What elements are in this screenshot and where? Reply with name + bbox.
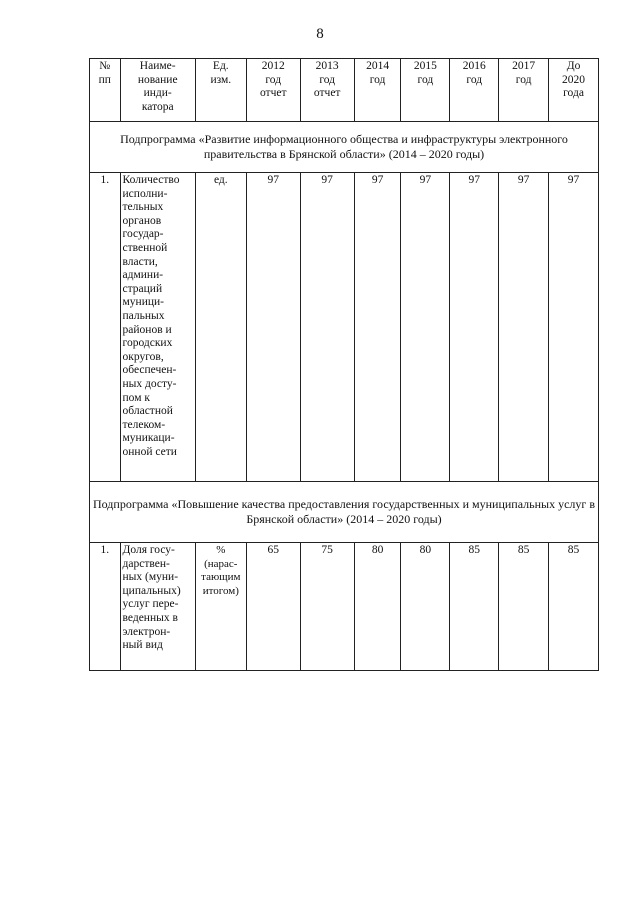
value-2017: 97 — [499, 173, 549, 482]
row-number: 1. — [90, 543, 121, 671]
indicator-name: Количество исполни- тельных органов государ- ственной власти, админи- страций муници- пальных районов и городских округов, обеспечен- ных досту- пом к областной телеком- муникаци- онной сети — [120, 173, 195, 482]
value-2017: 85 — [499, 543, 549, 671]
section-row — [90, 122, 599, 173]
value-2020: 85 — [549, 543, 599, 671]
header-cell-2020: До 2020 года — [549, 59, 599, 122]
unit-cell: % (нарас- тающим итогом) — [195, 543, 246, 671]
section-title: Подпрограмма «Развитие информационного общества и инфраструктуры электронного правительства в Брянской области» (2014 – 2020 годы) — [90, 122, 599, 173]
value-2016: 85 — [450, 543, 499, 671]
section-title: Подпрограмма «Повышение качества предоставления государственных и муниципальных услуг в Брянской области» (2014 – 2020 годы) — [90, 482, 599, 543]
page-number: 8 — [316, 26, 324, 42]
header-cell-2015: 2015 год — [401, 59, 450, 122]
header-cell-2016: 2016 год — [450, 59, 499, 122]
value-2013: 97 — [300, 173, 354, 482]
indicator-name: Доля госу- дарствен- ных (муни- ципальных) услуг пере- веденных в электрон- ный вид — [120, 543, 195, 671]
header-cell-2013: 2013 год отчет — [300, 59, 354, 122]
header-cell-2017: 2017 год — [499, 59, 549, 122]
value-2012: 97 — [246, 173, 300, 482]
value-2014: 80 — [354, 543, 401, 671]
header-row — [90, 59, 599, 122]
table-row — [90, 543, 599, 671]
row-number: 1. — [90, 173, 121, 482]
header-cell-2014: 2014 год — [354, 59, 401, 122]
value-2014: 97 — [354, 173, 401, 482]
table-row — [90, 173, 599, 482]
value-2020: 97 — [549, 173, 599, 482]
value-2015: 97 — [401, 173, 450, 482]
value-2013: 75 — [300, 543, 354, 671]
unit-cell: ед. — [195, 173, 246, 482]
header-cell-2012: 2012 год отчет — [246, 59, 300, 122]
value-2015: 80 — [401, 543, 450, 671]
header-cell-number: № пп — [90, 59, 121, 122]
header-cell-unit: Ед. изм. — [195, 59, 246, 122]
header-cell-indicator-name: Наиме- нование инди- катора — [120, 59, 195, 122]
indicators-table — [89, 58, 599, 671]
section-row — [90, 482, 599, 543]
value-2012: 65 — [246, 543, 300, 671]
value-2016: 97 — [450, 173, 499, 482]
